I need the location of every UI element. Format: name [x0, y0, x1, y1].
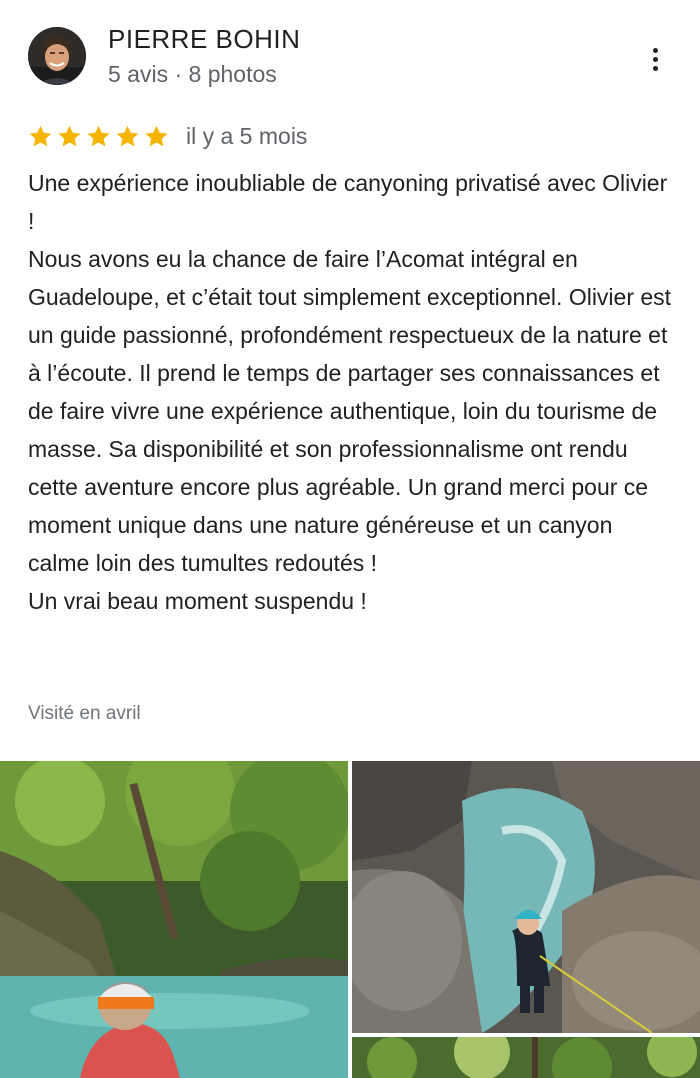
author-meta: 5 avis · 8 photos [108, 61, 277, 87]
review-text [28, 164, 678, 620]
review-time: il y a 5 mois [186, 122, 308, 149]
more-vert-icon[interactable] [640, 44, 670, 74]
visited-date: Visité en avril [28, 703, 141, 724]
star-icon [85, 123, 112, 150]
review-paragraph: Une expérience inoubliable de canyoning privatisé avec Olivier ! [28, 170, 668, 234]
avatar[interactable] [28, 27, 86, 85]
star-icon [27, 123, 54, 150]
photo-canyon-rappel[interactable] [352, 761, 700, 1033]
rating-row [27, 121, 307, 151]
photo-grid [0, 761, 700, 1078]
star-icon [114, 123, 141, 150]
review-header [0, 0, 700, 110]
star-rating [27, 123, 170, 150]
photo-canyon-canopy[interactable] [352, 1037, 700, 1078]
review-paragraph: Nous avons eu la chance de faire l’Acomat intégral en Guadeloupe, et c’était tout simplement exceptionnel. Olivier est un guide passionné, profondément respectueux de la nature et à l’écoute. Il prend le temps de partager ses connaissances et de faire vivre une expérience authentique, loin du tourisme de masse. Sa disponibilité et son professionnalisme ont rendu cette aventure encore plus agréable. Un grand merci pour ce moment unique dans une nature généreuse et un canyon calme loin des tumultes redoutés ! [28, 246, 672, 576]
author-name[interactable]: PIERRE BOHIN [108, 24, 301, 54]
star-icon [143, 123, 170, 150]
star-icon [56, 123, 83, 150]
photo-canyon-pool[interactable] [0, 761, 348, 1078]
review-paragraph: Un vrai beau moment suspendu ! [28, 588, 367, 614]
